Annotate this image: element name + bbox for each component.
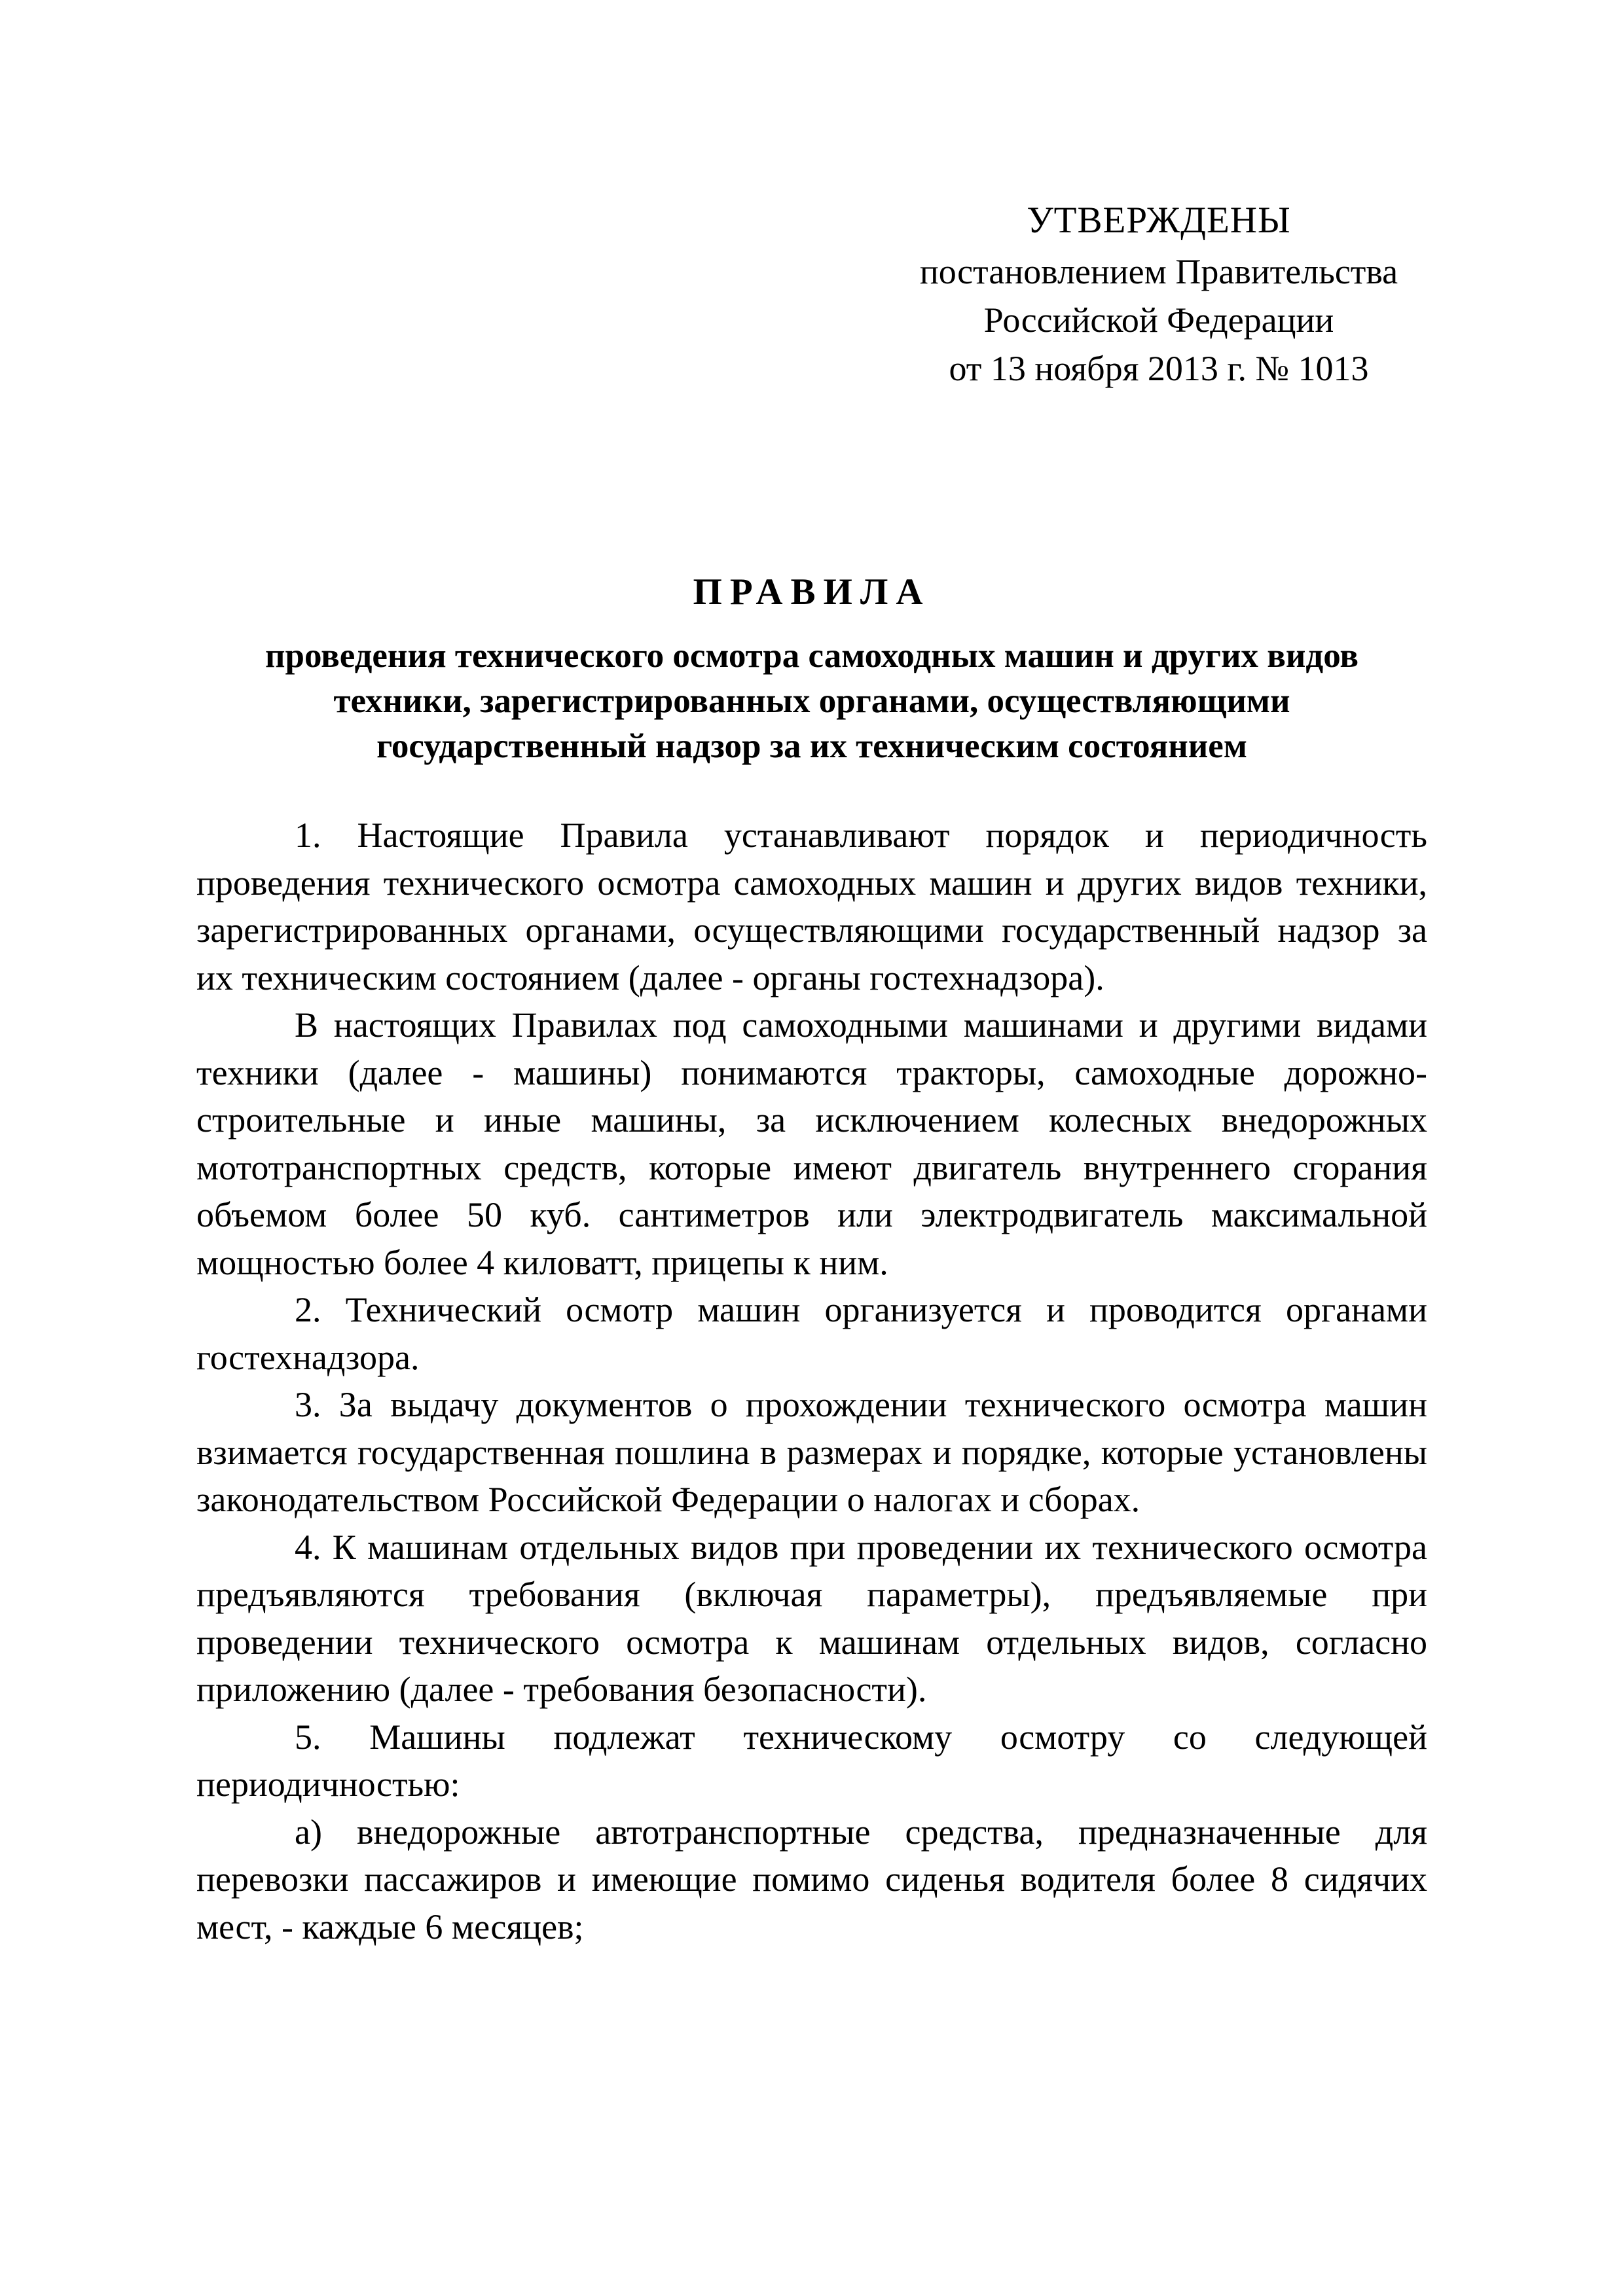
- document-heading: [196, 569, 1427, 769]
- approval-line-2: Российской Федерации: [983, 300, 1334, 340]
- approval-line-1: постановлением Правительства: [919, 252, 1398, 291]
- paragraph-3: 3. За выдачу документов о прохождении технического осмотра машин взимается государственная пошлина в размерах и порядке, которые установлены законодательством Российской Федерации о налогах и сборах.: [196, 1385, 1427, 1519]
- document-subtitle: проведения технического осмотра самоходных машин и других видов техники, зарегистрированных органами, осуществляющими государственный надзор за их техническим состоянием: [264, 637, 1359, 765]
- document-title: ПРАВИЛА: [693, 571, 931, 613]
- paragraph-5a: а) внедорожные автотранспортные средства, предназначенные для перевозки пассажиров и имеющие помимо сиденья водителя более 8 сидячих мест, - каждые 6 месяцев;: [196, 1812, 1427, 1946]
- paragraph-5: 5. Машины подлежат техническому осмотру со следующей периодичностью:: [196, 1717, 1427, 1804]
- paragraph-definition: В настоящих Правилах под самоходными машинами и другими видами техники (далее - машины) понимаются тракторы, самоходные дорожно-строительные и иные машины, за исключением колесных внедорожных мототранспортных средств, которые имеют двигатель внутреннего сгорания объемом более 50 куб. сантиметров или электродвигатель максимальной мощностью более 4 киловатт, прицепы к ним.: [196, 1005, 1427, 1282]
- paragraph-1: 1. Настоящие Правила устанавливают порядок и периодичность проведения технического осмотра самоходных машин и других видов техники, зарегистрированных органами, осуществляющими государственный надзор за их техническим состоянием (далее - органы гостехнадзора).: [196, 816, 1427, 997]
- paragraph-4: 4. К машинам отдельных видов при проведении их технического осмотра предъявляются требования (включая параметры), предъявляемые при проведении технического осмотра к машинам отдельных видов, согласно приложению (далее - требования безопасности).: [196, 1527, 1427, 1709]
- approval-title: УТВЕРЖДЕНЫ: [1027, 200, 1291, 241]
- approval-line-3: от 13 ноября 2013 г. № 1013: [949, 349, 1369, 388]
- approval-stamp: [890, 196, 1427, 393]
- document-body: [196, 812, 1427, 1950]
- paragraph-2: 2. Технический осмотр машин организуется и проводится органами гостехнадзора.: [196, 1290, 1427, 1377]
